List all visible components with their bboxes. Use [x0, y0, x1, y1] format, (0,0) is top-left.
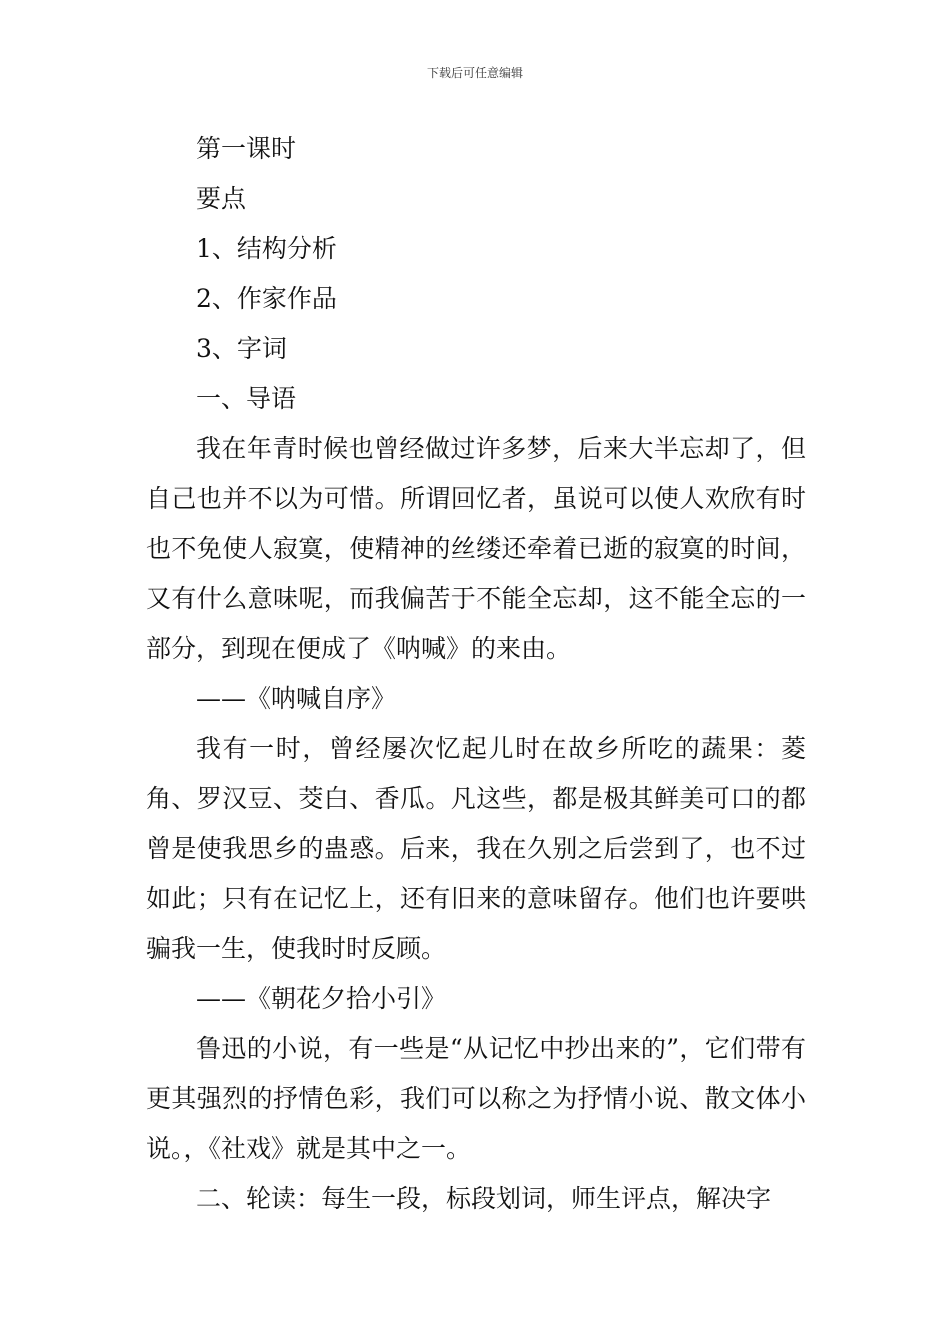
key-point-item: 2、作家作品 [196, 284, 337, 313]
quote-source: ——《呐喊自序》 [196, 684, 397, 713]
document-body [146, 124, 806, 1224]
section-heading-intro: 一、导语 [196, 384, 297, 413]
quote-paragraph: 我在年青时候也曾经做过许多梦，后来大半忘却了，但自己也并不以为可惜。所谓回忆者，虽说可以使人欢欣有时也不免使人寂寞，使精神的丝缕还牵着已逝的寂寞的时间，又有什么意味呢，而我偏苦于不能全忘却，这不能全忘的一部分，到现在便成了《呐喊》的来由。 [146, 434, 806, 663]
key-points-title: 要点 [196, 184, 247, 213]
key-point-item: 1、结构分析 [196, 234, 337, 263]
quote-source: ——《朝花夕拾小引》 [196, 984, 447, 1013]
page-header: 下载后可任意编辑 [426, 66, 523, 80]
key-point-item: 3、字词 [196, 334, 287, 363]
quote-paragraph: 我有一时，曾经屡次忆起儿时在故乡所吃的蔬果：菱角、罗汉豆、茭白、香瓜。凡这些，都是极其鲜美可口的都曾是使我思乡的蛊惑。后来，我在久别之后尝到了，也不过如此；只有在记忆上，还有旧来的意味留存。他们也许要哄骗我一生，使我时时反顾。 [146, 734, 806, 963]
body-paragraph: 鲁迅的小说，有一些是“从记忆中抄出来的”，它们带有更其强烈的抒情色彩，我们可以称之为抒情小说、散文体小说。，《社戏》就是其中之一。 [146, 1034, 806, 1163]
lesson-title: 第一课时 [196, 134, 297, 163]
section-heading-reading: 二、轮读：每生一段，标段划词，师生评点，解决字 [196, 1184, 772, 1213]
